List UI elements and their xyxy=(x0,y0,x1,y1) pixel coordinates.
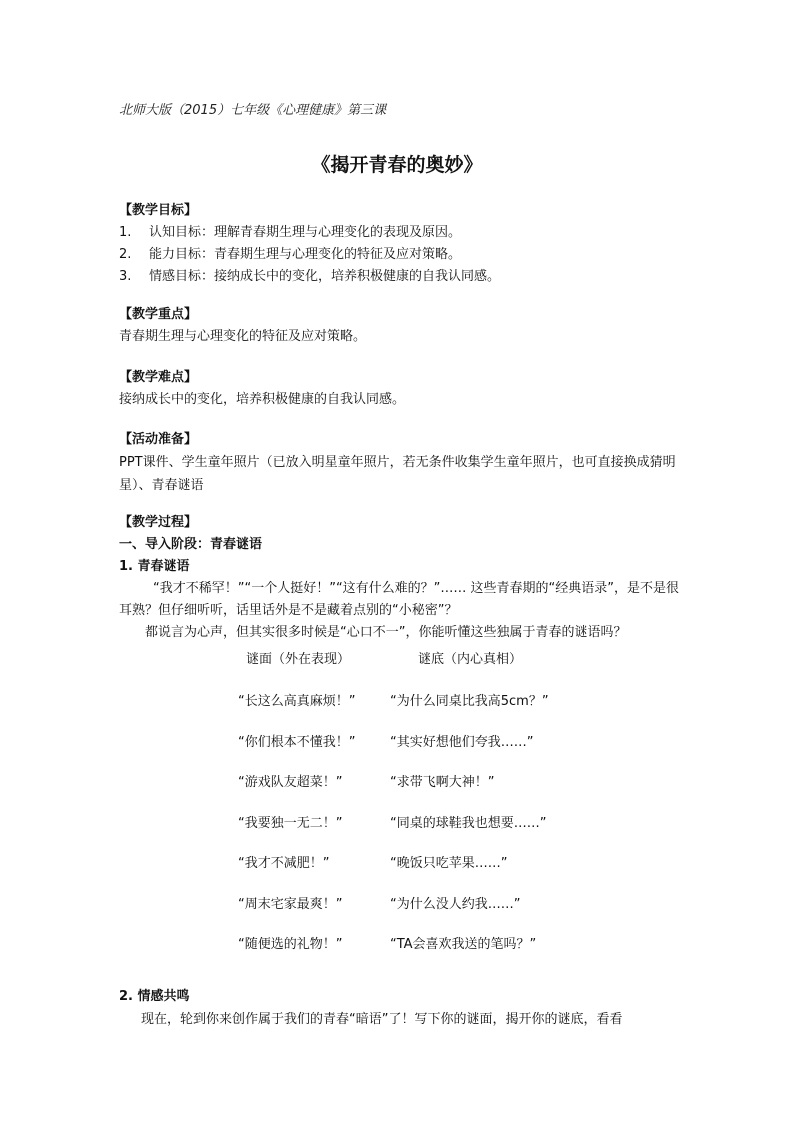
key-text: 青春期生理与心理变化的特征及应对策略。 xyxy=(119,329,367,344)
goals-heading: 【教学目标】 xyxy=(119,203,198,218)
riddle-answer: “同桌的球鞋我也想要……” xyxy=(390,815,547,831)
prep-heading: 【活动准备】 xyxy=(119,432,198,447)
riddle-answer: “为什么没人约我……” xyxy=(390,896,521,912)
riddle-face: “周末宅家最爽！” xyxy=(238,896,343,912)
lesson-title: 《揭开青春的奥妙》 xyxy=(311,154,483,176)
riddle-answer: “TA会喜欢我送的笔吗？” xyxy=(390,937,537,952)
difficulty-text: 接纳成长中的变化，培养积极健康的自我认同感。 xyxy=(119,392,406,407)
difficulty-heading: 【教学难点】 xyxy=(119,370,198,385)
sub2-heading: 2. 情感共鸣 xyxy=(119,989,190,1004)
resonance-paragraph: 现在，轮到你来创作属于我们的青春“暗语”了！写下你的谜面，揭开你的谜底，看看 xyxy=(141,1012,623,1027)
resonance-section xyxy=(119,985,679,1031)
stage1-heading: 一、导入阶段：青春谜语 xyxy=(119,537,263,552)
process-heading: 【教学过程】 xyxy=(119,515,198,530)
riddle-header-face: 谜面（外在表现） xyxy=(246,652,351,667)
riddle-header-answer: 谜底（内心真相） xyxy=(418,652,523,667)
key-heading: 【教学重点】 xyxy=(119,307,198,322)
goals-section xyxy=(119,200,679,288)
goal-item: 3. 情感目标：接纳成长中的变化，培养积极健康的自我认同感。 xyxy=(119,269,501,284)
prep-text: PPT课件、学生童年照片（已放入明星童年照片，若无条件收集学生童年照片，也可直接换成猜明星）、青春谜语 xyxy=(119,455,676,493)
riddle-answer: “为什么同桌比我高5cm？” xyxy=(390,694,549,709)
riddle-face: “你们根本不懂我！” xyxy=(238,734,356,750)
prep-section xyxy=(119,428,679,497)
goal-item: 1. 认知目标：理解青春期生理与心理变化的表现及原因。 xyxy=(119,225,462,240)
riddle-face: “我才不减肥！” xyxy=(238,856,330,871)
riddle-answer: “求带飞啊大神！” xyxy=(390,775,495,790)
course-header: 北师大版（2015）七年级《心理健康》第三课 xyxy=(119,103,387,118)
goal-item: 2. 能力目标：青春期生理与心理变化的特征及应对策略。 xyxy=(119,247,462,262)
riddle-answer: “其实好想他们夸我……” xyxy=(390,734,534,750)
sub1-heading: 1. 青春谜语 xyxy=(119,559,190,574)
key-section xyxy=(119,304,679,348)
process-section xyxy=(119,512,679,644)
intro-paragraph: “我才不稀罕！”“一个人挺好！”“这有什么难的？”…… 这些青春期的“经典语录”，是不是很耳熟？但仔细听听，话里话外是不是藏着点别的“小秘密”？ xyxy=(119,581,680,618)
intro-paragraph-2: 都说言为心声，但其实很多时候是“心口不一”，你能听懂这些独属于青春的谜语吗？ xyxy=(145,625,627,640)
riddle-answer: “晚饭只吃苹果……” xyxy=(390,856,508,871)
riddle-face: “我要独一无二！” xyxy=(238,815,343,831)
riddle-face: “长这么高真麻烦！” xyxy=(238,694,356,709)
riddle-face: “随便选的礼物！” xyxy=(238,937,343,952)
riddle-face: “游戏队友超菜！” xyxy=(238,775,343,790)
difficulty-section xyxy=(119,367,679,411)
